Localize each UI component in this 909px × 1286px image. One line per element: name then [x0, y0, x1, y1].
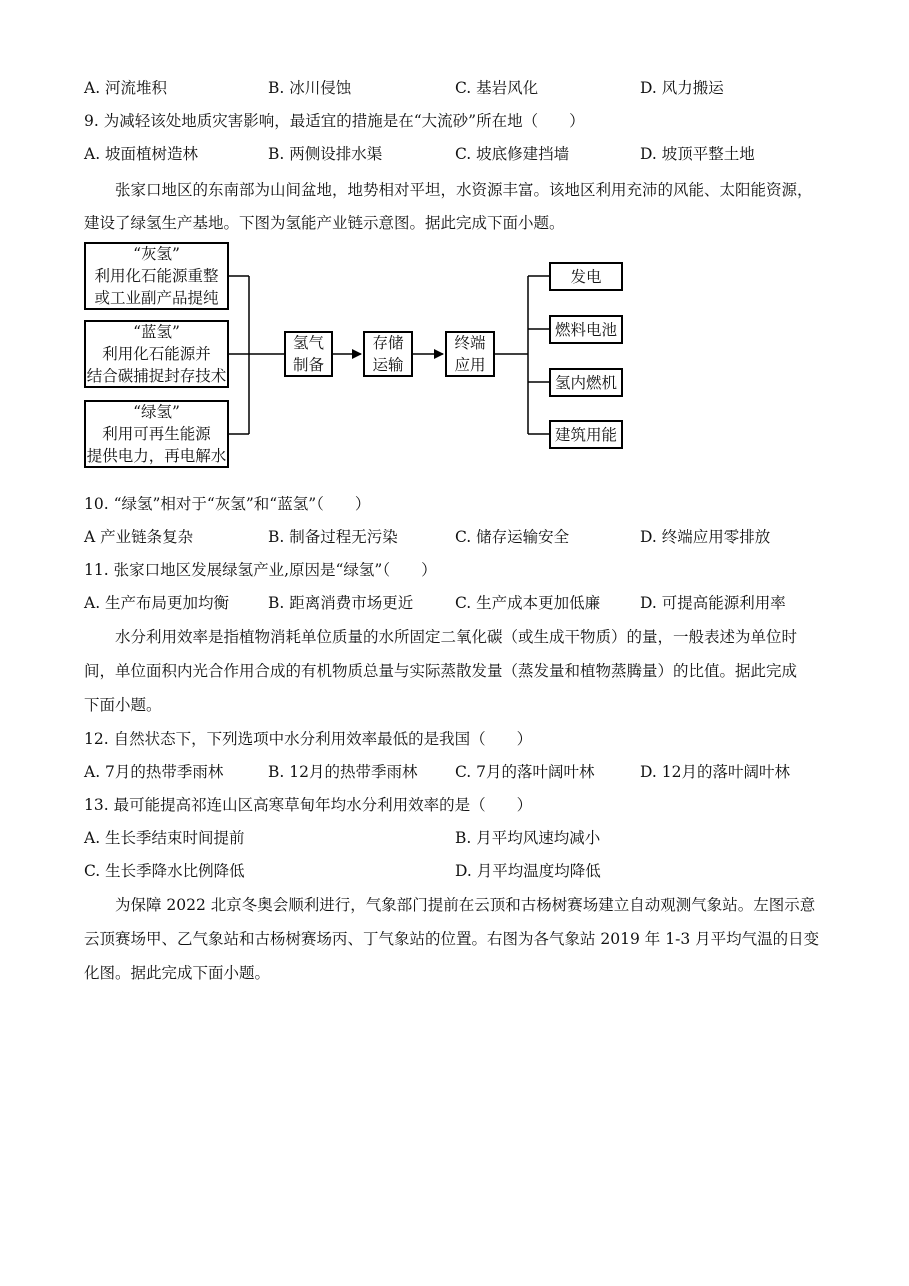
passage1-line-1: 张家口地区的东南部为山间盆地，地势相对平坦，水资源丰富。该地区利用充沛的风能、太阳能资源， [115, 181, 813, 199]
q10-option-a: A 产业链条复杂 [84, 528, 194, 546]
passage2-line-3: 下面小题。 [84, 696, 162, 714]
q12-option-c: C. 7月的落叶阔叶林 [455, 763, 595, 781]
step-box-storage: 存储 运输 [363, 331, 413, 377]
q10-option-d: D. 终端应用零排放 [640, 528, 771, 546]
q11-option-b: B. 距离消费市场更近 [268, 594, 414, 612]
passage2-line-2: 间，单位面积内光合作用合成的有机物质总量与实际蒸散发量（蒸发量和植物蒸腾量）的比值。据此完成 [84, 662, 798, 680]
q9-option-d: D. 坡顶平整土地 [640, 145, 755, 163]
use-box-building-energy: 建筑用能 [549, 420, 623, 449]
q9-option-b: B. 两侧设排水渠 [268, 145, 383, 163]
q9-stem: 9. 为减轻该处地质灾害影响，最适宜的措施是在“大流砂”所在地（ ） [84, 112, 585, 130]
q13-option-a: A. 生长季结束时间提前 [84, 829, 245, 847]
source-box-green: “绿氢” 利用可再生能源 提供电力，再电解水 [84, 400, 229, 468]
q11-option-c: C. 生产成本更加低廉 [455, 594, 601, 612]
q9-option-c: C. 坡底修建挡墙 [455, 145, 570, 163]
q13-option-b: B. 月平均风速均减小 [455, 829, 601, 847]
passage3-line-3: 化图。据此完成下面小题。 [84, 964, 271, 982]
q13-option-c: C. 生长季降水比例降低 [84, 862, 245, 880]
q9-option-a: A. 坡面植树造林 [84, 145, 199, 163]
q13-stem: 13. 最可能提高祁连山区高寒草甸年均水分利用效率的是（ ） [84, 796, 533, 814]
q8-option-d: D. 风力搬运 [640, 79, 724, 97]
use-box-power: 发电 [549, 262, 623, 291]
q8-option-c: C. 基岩风化 [455, 79, 539, 97]
q11-option-d: D. 可提高能源利用率 [640, 594, 786, 612]
q10-option-b: B. 制备过程无污染 [268, 528, 398, 546]
step-box-production: 氢气 制备 [284, 331, 333, 377]
step-box-application: 终端 应用 [445, 331, 495, 377]
passage2-line-1: 水分利用效率是指植物消耗单位质量的水所固定二氧化碳（或生成干物质）的量，一般表述为单位时 [115, 628, 798, 646]
use-box-combustion-engine: 氢内燃机 [549, 368, 623, 397]
q13-option-d: D. 月平均温度均降低 [455, 862, 601, 880]
passage3-line-1: 为保障 2022 北京冬奥会顺利进行，气象部门提前在云顶和古杨树赛场建立自动观测气象站。左图示意 [115, 896, 816, 914]
q11-stem: 11. 张家口地区发展绿氢产业,原因是“绿氢”（ ） [84, 561, 437, 579]
q10-option-c: C. 储存运输安全 [455, 528, 570, 546]
q12-stem: 12. 自然状态下，下列选项中水分利用效率最低的是我国（ ） [84, 730, 533, 748]
q12-option-d: D. 12月的落叶阔叶林 [640, 763, 790, 781]
passage1-line-2: 建设了绿氢生产基地。下图为氢能产业链示意图。据此完成下面小题。 [84, 214, 565, 232]
use-box-fuel-cell: 燃料电池 [549, 315, 623, 344]
source-box-blue: “蓝氢” 利用化石能源并 结合碳捕捉封存技术 [84, 320, 229, 388]
q12-option-b: B. 12月的热带季雨林 [268, 763, 418, 781]
q10-stem: 10. “绿氢”相对于“灰氢”和“蓝氢”（ ） [84, 495, 371, 513]
q8-option-b: B. 冰川侵蚀 [268, 79, 352, 97]
q12-option-a: A. 7月的热带季雨林 [84, 763, 224, 781]
passage3-line-2: 云顶赛场甲、乙气象站和古杨树赛场丙、丁气象站的位置。右图为各气象站 2019 年 1-3 月平均气温的日变 [84, 930, 820, 948]
q8-option-a: A. 河流堆积 [84, 79, 168, 97]
source-box-gray: “灰氢” 利用化石能源重整 或工业副产品提纯 [84, 242, 229, 310]
q11-option-a: A. 生产布局更加均衡 [84, 594, 230, 612]
